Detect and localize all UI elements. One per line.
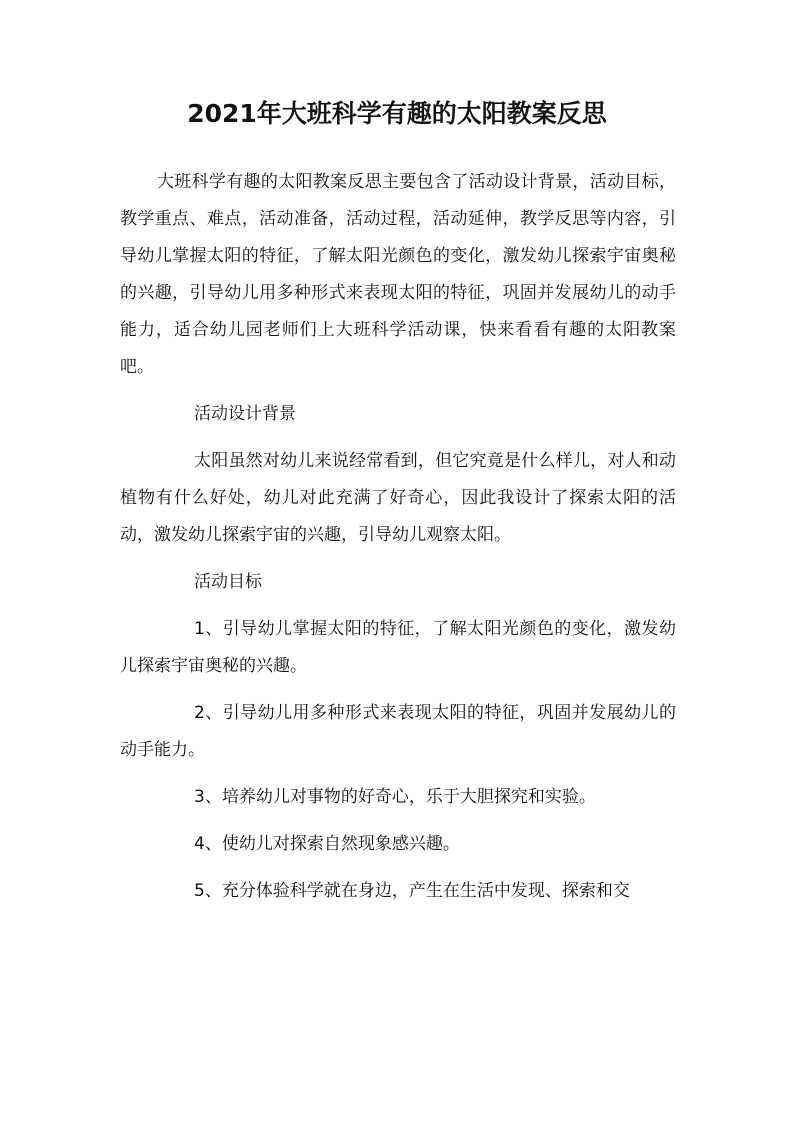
background-paragraph: 太阳虽然对幼儿来说经常看到，但它究竟是什么样儿，对人和动植物有什么好处，幼儿对此充满了好奇心，因此我设计了探索太阳的活动，激发幼儿探索宇宙的兴趣，引导幼儿观察太阳。 [120, 451, 676, 545]
document-body [120, 164, 676, 920]
goal-item-1: 1、引导幼儿掌握太阳的特征，了解太阳光颜色的变化，激发幼儿探索宇宙奥秘的兴趣。 [120, 619, 676, 676]
section-heading-goals: 活动目标 [194, 572, 262, 592]
document-title: 2021年大班科学有趣的太阳教案反思 [187, 99, 607, 128]
intro-paragraph: 大班科学有趣的太阳教案反思主要包含了活动设计背景，活动目标，教学重点、难点，活动准备，活动过程，活动延伸，教学反思等内容，引导幼儿掌握太阳的特征，了解太阳光颜色的变化，激发幼儿探索宇宙奥秘的兴趣，引导幼儿用多种形式来表现太阳的特征，巩固并发展幼儿的动手能力，适合幼儿园老师们上大班科学活动课，快来看看有趣的太阳教案吧。 [120, 172, 676, 377]
goal-item-2: 2、引导幼儿用多种形式来表现太阳的特征，巩固并发展幼儿的动手能力。 [120, 703, 676, 760]
section-heading-background: 活动设计背景 [194, 404, 296, 424]
goal-item-5: 5、充分体验科学就在身边，产生在生活中发现、探索和交 [194, 881, 630, 901]
goal-item-4: 4、使幼儿对探索自然现象感兴趣。 [194, 834, 460, 854]
goal-item-3: 3、培养幼儿对事物的好奇心，乐于大胆探究和实验。 [194, 787, 596, 807]
